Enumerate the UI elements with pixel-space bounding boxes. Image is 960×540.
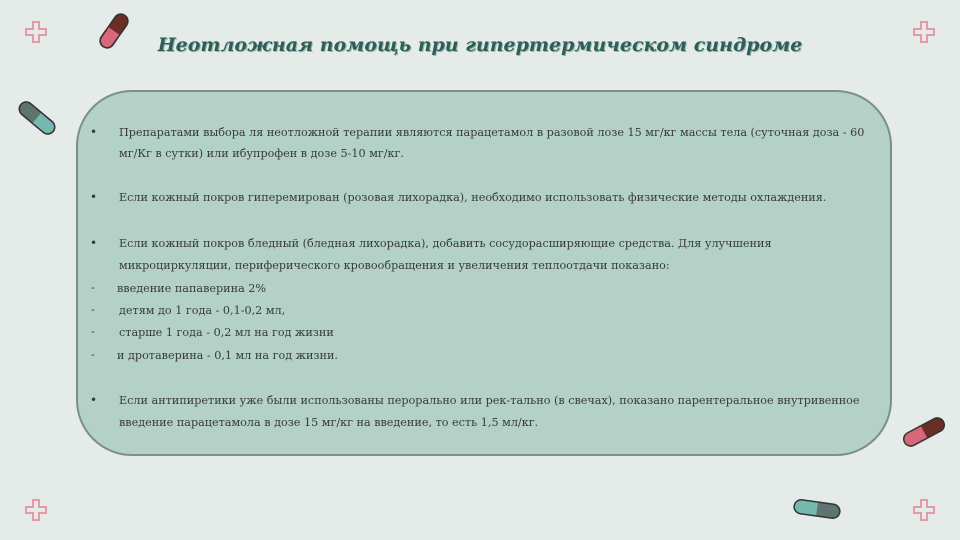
plus-icon: [912, 20, 936, 44]
bullet-marker: •: [90, 236, 98, 250]
bullet-2-line-1: Если кожный покров гиперемирован (розовая лихорадка), необходимо использовать физические методы охлаждения.: [119, 191, 827, 204]
sub-item-3: старше 1 года - 0,2 мл на год жизни: [119, 326, 334, 339]
bullet-1-line-2: мг/Кг в сутки) или ибупрофен в дозе 5-10 мг/кг.: [119, 147, 404, 160]
bullet-3-line-2: микроциркуляции, периферического кровообращения и увеличения теплоотдачи показано:: [119, 259, 670, 272]
bullet-marker: •: [90, 125, 98, 139]
bullet-3-line-1: Если кожный покров бледный (бледная лихорадка), добавить сосудорасширяющие средства. Для улучшения: [119, 237, 772, 250]
pill-icon: [12, 96, 62, 140]
sub-item-1: введение папаверина 2%: [117, 282, 267, 295]
sub-item-4: и дротаверина - 0,1 мл на год жизни.: [117, 349, 338, 362]
dash-marker: -: [91, 325, 95, 338]
bullet-marker: •: [90, 393, 98, 407]
bullet-4-line-1: Если антипиретики уже были использованы перорально или рек-тально (в свечах), показано парентеральное внутривенное: [119, 394, 860, 407]
slide-title: Неотложная помощь при гипертермическом синдроме: [157, 34, 803, 56]
plus-icon: [912, 498, 936, 522]
dash-marker: -: [91, 281, 95, 294]
sub-item-2: детям до 1 года - 0,1-0,2 мл,: [119, 304, 286, 317]
dash-marker: -: [91, 348, 95, 361]
pill-icon: [92, 8, 136, 54]
plus-icon: [24, 20, 48, 44]
dash-marker: -: [91, 303, 95, 316]
plus-icon: [24, 498, 48, 522]
pill-icon: [790, 494, 844, 524]
bullet-4-line-2: введение парацетамола в дозе 15 мг/кг на введение, то есть 1,5 мл/кг.: [119, 416, 539, 429]
bullet-marker: •: [90, 190, 98, 204]
pill-icon: [898, 412, 950, 452]
bullet-1-line-1: Препаратами выбора ля неотложной терапии являются парацетамол в разовой лозе 15 мг/кг массы тела (суточная доза - 60: [119, 126, 865, 139]
